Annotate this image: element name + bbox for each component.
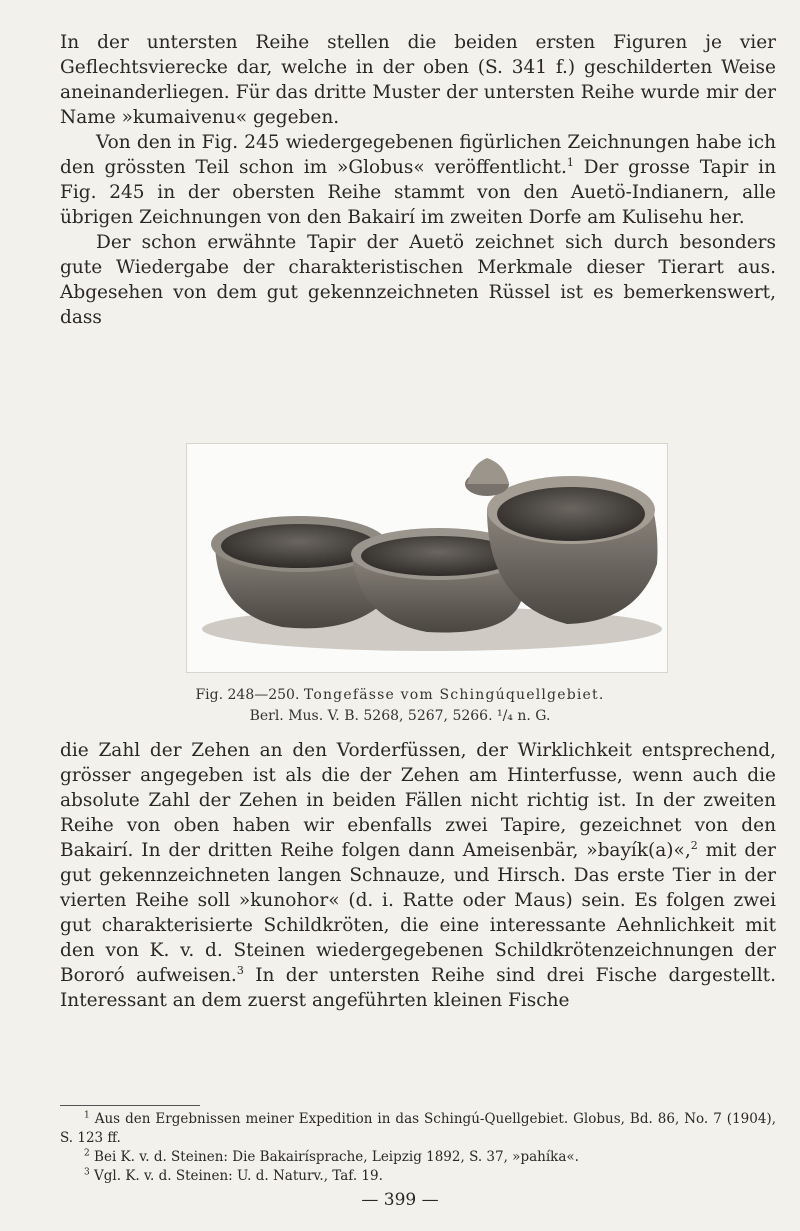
text-run: In der untersten Reihe sind drei Fische dargestellt. Interessant an dem zuerst angeführten kleinen Fische — [60, 965, 776, 1011]
footnote-text: Aus den Ergebnissen meiner Expedition in das Schingú-Quellgebiet. Globus, Bd. 86, No. 7 (1904), S. 123 ff. — [60, 1111, 776, 1146]
footnote-number: 3 — [84, 1167, 90, 1178]
paragraph: In der untersten Reihe stellen die beiden ersten Figuren je vier Geflechtsvierecke dar, welche in der oben (S. 341 f.) geschilderten Weise aneinanderliegen. Für das dritte Muster der untersten Reihe wurde mir der Name »kumaivenu« gegeben. — [60, 32, 776, 128]
text-block-top — [60, 30, 776, 330]
paragraph — [60, 130, 776, 230]
pottery-photo-image — [187, 444, 667, 672]
text-run: Der grosse Tapir in Fig. 245 in der obersten Reihe stammt von den Auetö-Indianern, alle übrigen Zeichnungen von den Bakairí im zweiten Dorfe am Kulisehu her. — [60, 157, 776, 228]
footnote-number: 2 — [84, 1148, 90, 1159]
figure-caption-source: Berl. Mus. V. B. 5268, 5267, 5266. ¹/₄ n. G. — [249, 708, 551, 724]
footnotes — [60, 1110, 776, 1186]
footnote-ref[interactable]: 2 — [690, 838, 698, 852]
footnote-text: Bei K. v. d. Steinen: Die Bakairísprache, Leipzig 1892, S. 37, »pahíka«. — [94, 1149, 579, 1165]
footnote-ref[interactable]: 1 — [566, 155, 574, 169]
text-run: die Zahl der Zehen an den Vorderfüssen, der Wirklichkeit entsprechend, grösser angegeben ist als die der Zehen am Hinterfusse, wenn auch die absolute Zahl der Zehen in beiden Fällen nicht richtig ist. In der zweiten Reihe von oben haben wir ebenfalls zwei Tapire, gezeichnet von den Bakairí. In der dritten Reihe folgen dann Ameisenbär, »bayík(a)«, — [60, 740, 776, 861]
footnote-text: Vgl. K. v. d. Steinen: U. d. Naturv., Taf. 19. — [94, 1168, 383, 1184]
caption-title: Tongefässe vom Schingúquellgebiet. — [303, 687, 605, 703]
text-block-bottom — [60, 738, 776, 1013]
footnote — [60, 1110, 776, 1148]
footnote — [60, 1148, 776, 1167]
paragraph: Der schon erwähnte Tapir der Auetö zeichnet sich durch besonders gute Wiedergabe der charakteristischen Merkmale dieser Tierart aus. Abgesehen von dem gut gekennzeichneten Rüssel ist es bemerkenswert, dass — [60, 232, 776, 328]
caption-figure-number: Fig. 248—250. — [195, 687, 300, 703]
figure-caption — [0, 685, 800, 706]
footnote-ref[interactable]: 3 — [236, 963, 244, 977]
text-run: mit der gut gekennzeichneten langen Schnauze, und Hirsch. Das erste Tier in der vierten Reihe soll »kunohor« (d. i. Ratte oder Maus) sein. Es folgen zwei gut charakterisierte Schildkröten, die eine interessante Aehnlichkeit mit den von K. v. d. Steinen wiedergegebenen Schildkrötenzeichnungen der Bororó aufweisen. — [60, 840, 776, 986]
footnote-divider — [60, 1105, 200, 1106]
footnote — [60, 1167, 776, 1186]
text-run: Von den in Fig. 245 wiedergegebenen figürlichen Zeichnungen habe ich den grössten Teil schon im »Globus« veröffentlicht. — [60, 132, 776, 178]
figure-pottery-photo — [186, 443, 668, 673]
page-number: — 399 — — [361, 1190, 439, 1210]
footnote-number: 1 — [84, 1110, 90, 1121]
paragraph — [60, 738, 776, 1013]
